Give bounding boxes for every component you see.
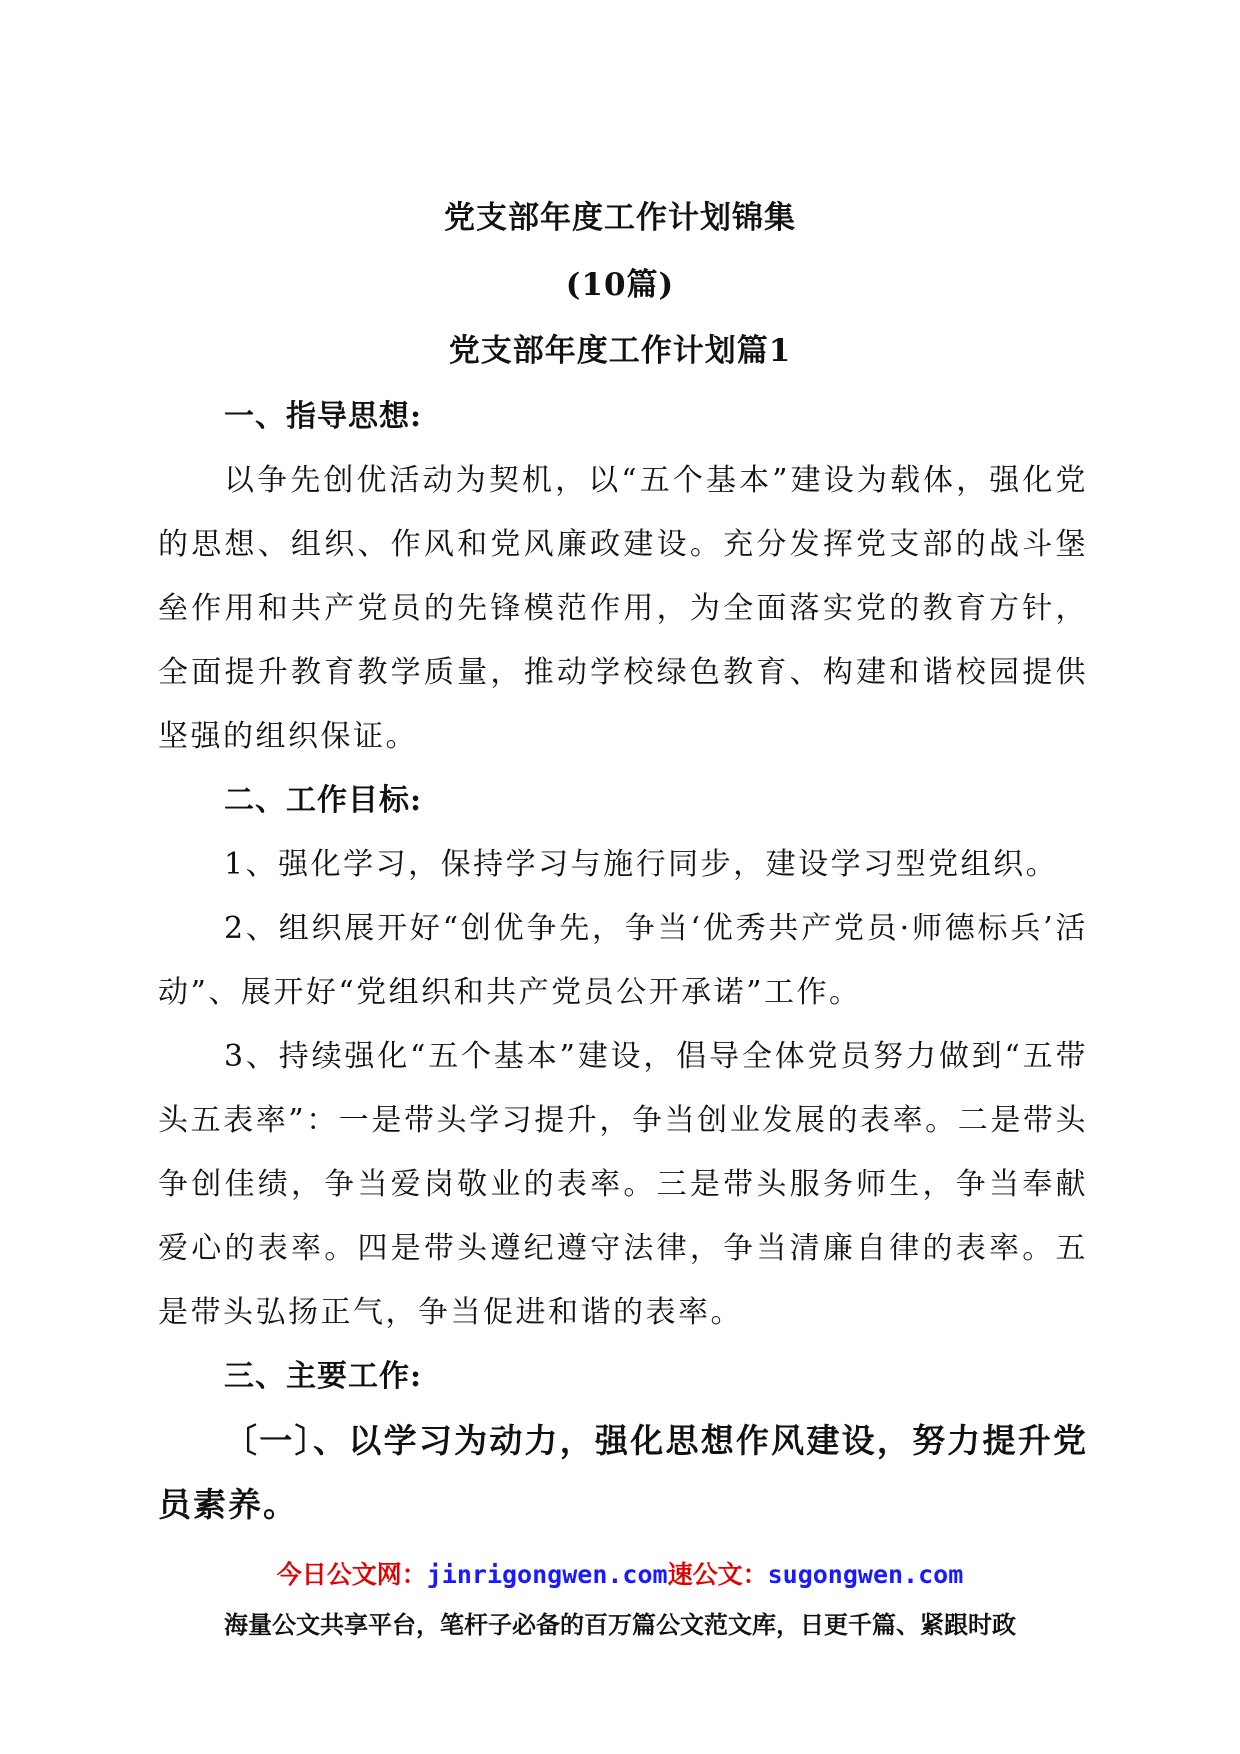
section-heading-guiding-ideology: 一、指导思想:: [224, 399, 423, 434]
paragraph-goal-3: 3、持续强化“五个基本”建设，倡导全体党员努力做到“五带头五表率”：一是带头学习提升，争当创业发展的表率。二是带头争创佳绩，争当爱岗敬业的表率。三是带头服务师生，争当奉献爱心的表率。四是带头遵纪遵守法律，争当清廉自律的表率。五是带头弘扬正气，争当促进和谐的表率。: [158, 1039, 1088, 1330]
paragraph-guiding-ideology: 以争先创优活动为契机，以“五个基本”建设为载体，强化党的思想、组织、作风和党风廉政建设。充分发挥党支部的战斗堡垒作用和共产党员的先锋模范作用，为全面落实党的教育方针，全面提升教育教学质量，推动学校绿色教育、构建和谐校园提供坚强的组织保证。: [158, 463, 1088, 754]
document-subtitle: (10篇): [565, 267, 675, 303]
section-heading-work-goals: 二、工作目标:: [224, 783, 423, 818]
footer-link-sugongwen[interactable]: sugongwen.com: [767, 1560, 964, 1589]
document-title: 党支部年度工作计划锦集: [444, 200, 796, 236]
chapter-title: 党支部年度工作计划篇1: [448, 333, 792, 369]
section-heading-main-work: 三、主要工作:: [224, 1359, 423, 1394]
footer-brand-jinrigongwen: 今日公文网：: [276, 1560, 427, 1589]
footer-links: [0, 1555, 1240, 1591]
subheading-study-motivation: 〔一〕、以学习为动力，强化思想作风建设，努力提升党员素养。: [158, 1421, 1088, 1524]
footer-brand-sugongwen: 速公文：: [667, 1560, 768, 1589]
paragraph-goal-1: 1、强化学习，保持学习与施行同步，建设学习型党组织。: [224, 847, 1059, 882]
footer-slogan: 海量公文共享平台，笔杆子必备的百万篇公文范文库，日更千篇、紧跟时政: [224, 1611, 1016, 1639]
footer-link-jinrigongwen[interactable]: jinrigongwen.com: [426, 1560, 668, 1589]
paragraph-goal-2: 2、组织展开好“创优争先，争当‘优秀共产党员·师德标兵’活动”、展开好“党组织和共产党员公开承诺”工作。: [158, 911, 1088, 1010]
document-body: [158, 385, 1088, 1537]
